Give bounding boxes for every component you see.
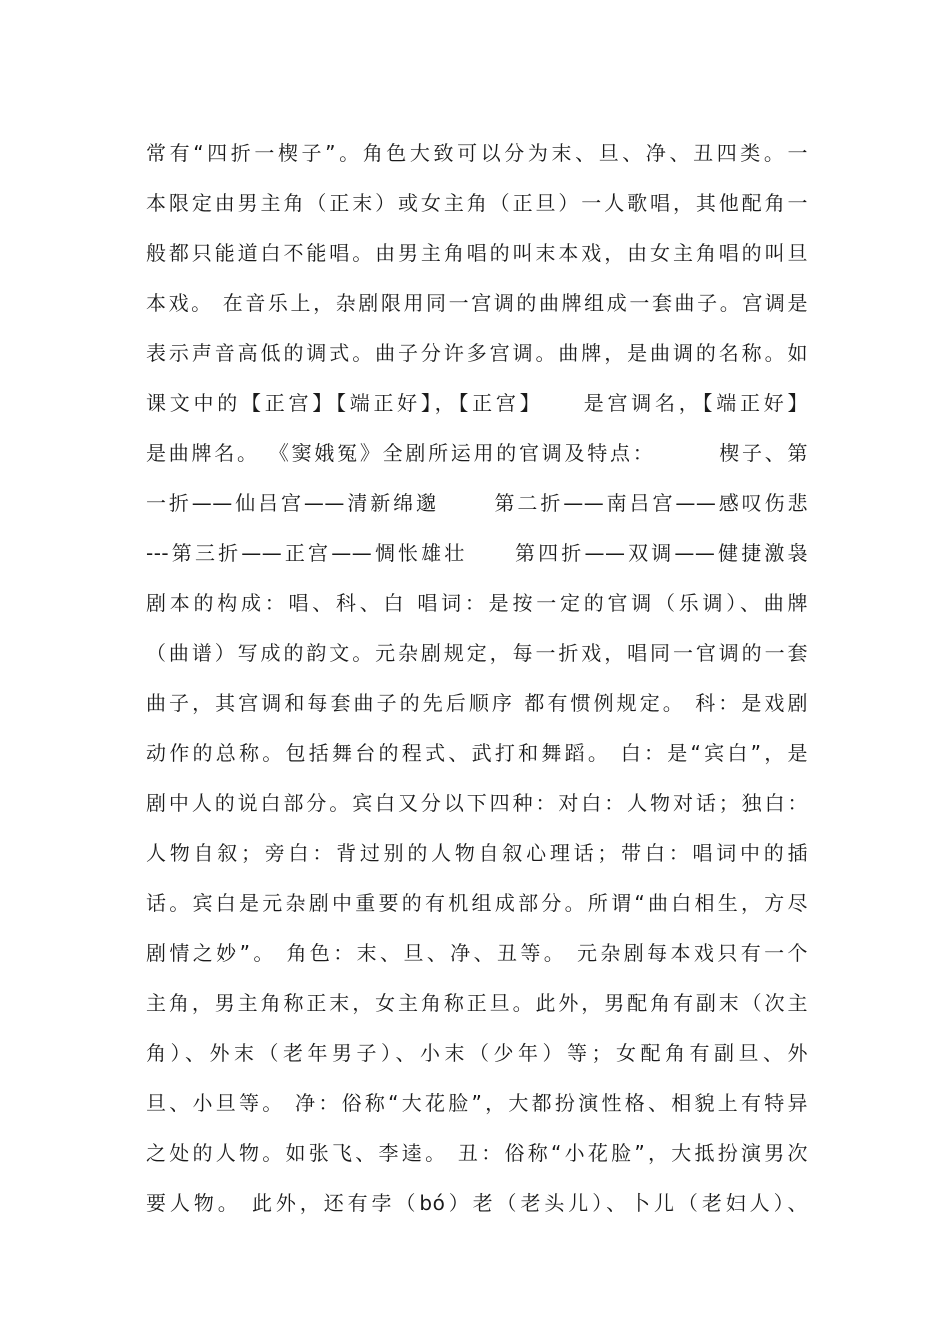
text-line: 人物自叙；旁白：背过别的人物自叙心理话；带白：唱词中的插 (146, 841, 808, 865)
text-line: 主角，男主角称正末，女主角称正旦。此外，男配角有副末（次主 (146, 991, 808, 1015)
text-line: 剧情之妙”。 角色：末、旦、净、丑等。 元杂剧每本戏只有一个 (146, 941, 808, 965)
text-line: 是曲牌名。 《窦娥冤》全剧所运用的官调及特点： 楔子、第 (146, 441, 808, 465)
text-line: 动作的总称。包括舞台的程式、武打和舞蹈。 白：是“宾白”，是 (146, 741, 808, 765)
text-line: 表示声音高低的调式。曲子分许多宫调。曲牌，是曲调的名称。如 (146, 341, 808, 365)
text-line: 般都只能道白不能唱。由男主角唱的叫末本戏，由女主角唱的叫旦 (146, 241, 808, 265)
text-line: 剧本的构成：唱、科、白 唱词：是按一定的官调（乐调）、曲牌 (146, 591, 808, 615)
text-line: 常有“四折一楔子”。角色大致可以分为末、旦、净、丑四类。一 (146, 141, 808, 165)
text-body (146, 128, 808, 1228)
text-line: 旦、小旦等。 净：俗称“大花脸”，大都扮演性格、相貌上有特异 (146, 1091, 808, 1115)
text-line: 曲子，其宫调和每套曲子的先后顺序 都有惯例规定。 科：是戏剧 (146, 691, 808, 715)
text-line: 本限定由男主角（正末）或女主角（正旦）一人歌唱，其他配角一 (146, 191, 808, 215)
text-line: 本戏。 在音乐上，杂剧限用同一宫调的曲牌组成一套曲子。宫调是 (146, 291, 808, 315)
text-line: 角）、外末（老年男子）、小末（少年）等；女配角有副旦、外 (146, 1041, 808, 1065)
text-line: 一折——仙吕宫——清新绵邈 第二折——南吕宫——感叹伤悲 (146, 491, 808, 515)
text-line: 之处的人物。如张飞、李逵。 丑：俗称“小花脸”，大抵扮演男次 (146, 1141, 808, 1165)
text-line: 要人物。 此外，还有孛（bó）老（老头儿）、卜儿（老妇人）、 (146, 1191, 808, 1215)
text-line: 课文中的【正宫】【端正好】，【正宫】 是宫调名，【端正好】 (146, 391, 808, 415)
text-line: ---第三折——正宫——惆怅雄壮 第四折——双调——健捷激袅 (146, 541, 808, 565)
text-line: 剧中人的说白部分。宾白又分以下四种：对白：人物对话；独白： (146, 791, 808, 815)
text-line: （曲谱）写成的韵文。元杂剧规定，每一折戏，唱同一官调的一套 (146, 641, 808, 665)
text-line: 话。宾白是元杂剧中重要的有机组成部分。所谓“曲白相生，方尽 (146, 891, 808, 915)
